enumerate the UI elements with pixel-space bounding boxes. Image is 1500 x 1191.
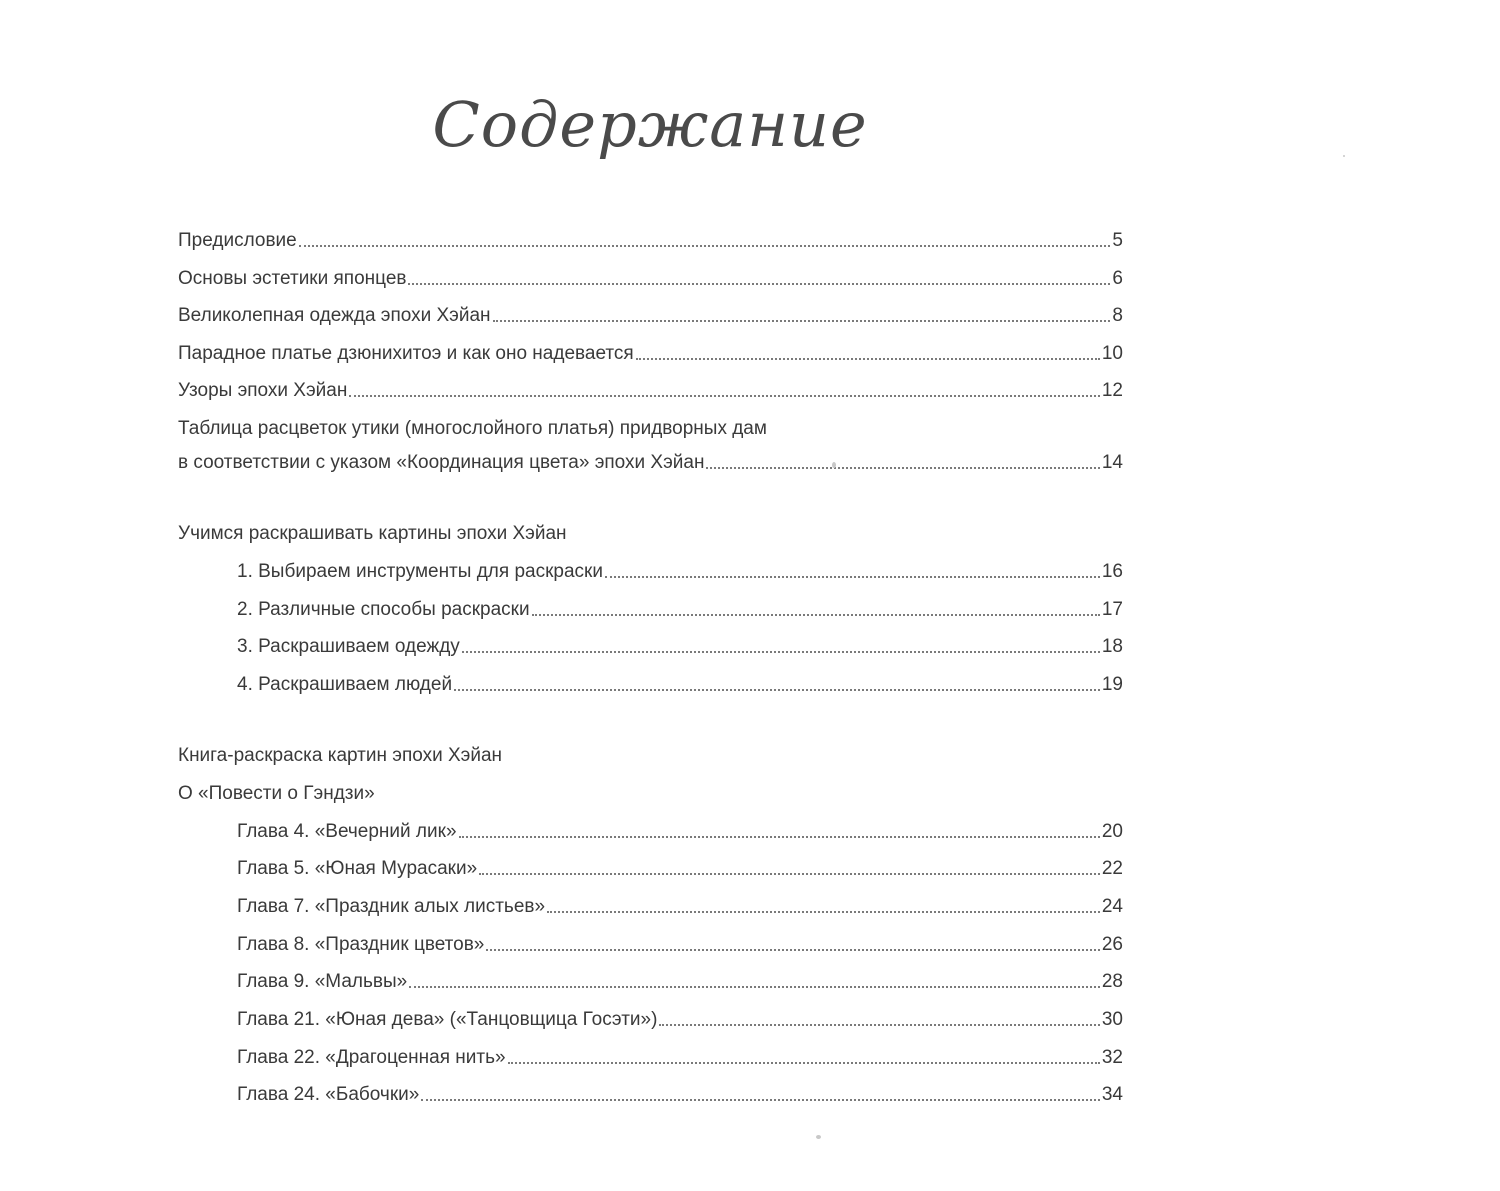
toc-entry-chapter-22[interactable]: [237, 1039, 1123, 1069]
section-heading-painting: Учимся раскрашивать картины эпохи Хэйан: [178, 523, 567, 544]
section-heading-coloring-book: Книга-раскраска картин эпохи Хэйан: [178, 745, 503, 766]
toc-entry-label: Основы эстетики японцев: [178, 268, 407, 289]
toc-entry-paint-people[interactable]: [237, 666, 1123, 696]
dot-leader: [605, 576, 1100, 578]
toc-entry-label: Глава 9. «Мальвы»: [237, 971, 408, 992]
dot-leader: [508, 1062, 1100, 1064]
dot-leader: [421, 1099, 1100, 1101]
toc-entry-page: 19: [1101, 674, 1123, 695]
toc-entry-chapter-9[interactable]: [237, 963, 1123, 993]
toc-entry-aesthetics[interactable]: [178, 260, 1123, 290]
dot-leader: [706, 467, 1099, 469]
toc-entry-label: 4. Раскрашиваем людей: [237, 674, 453, 695]
toc-entry-page: 10: [1101, 343, 1123, 364]
toc-entry-label: 1. Выбираем инструменты для раскраски: [237, 561, 603, 582]
dot-leader: [636, 358, 1100, 360]
dot-leader: [454, 689, 1100, 691]
toc-entry-label: 2. Различные способы раскраски: [237, 599, 530, 620]
toc-entry-page: 6: [1112, 268, 1123, 289]
toc-entry-label: Глава 7. «Праздник алых листьев»: [237, 896, 546, 917]
dot-leader: [349, 395, 1100, 397]
toc-entry-page: 14: [1101, 452, 1123, 473]
toc-entry-tools[interactable]: [237, 553, 1123, 583]
toc-entry-label: Глава 4. «Вечерний лик»: [237, 821, 457, 842]
toc-entry-clothing[interactable]: [178, 297, 1123, 327]
toc-entry-label: Глава 21. «Юная дева» («Танцовщица Госэти»): [237, 1009, 658, 1030]
toc-entry-chapter-24[interactable]: [237, 1076, 1123, 1106]
toc-entry-chapter-8[interactable]: [237, 926, 1123, 956]
toc-entry-page: 20: [1101, 821, 1123, 842]
toc-entry-page: 18: [1101, 636, 1123, 657]
toc-entry-chapter-5[interactable]: [237, 850, 1123, 880]
dot-leader: [299, 245, 1111, 247]
toc-entry-page: 24: [1101, 896, 1123, 917]
toc-entry-color-table[interactable]: [178, 444, 1123, 474]
dot-leader: [659, 1024, 1099, 1026]
toc-entry-label: Узоры эпохи Хэйан: [178, 380, 348, 401]
dot-leader: [408, 283, 1110, 285]
toc-entry-chapter-21[interactable]: [237, 1001, 1123, 1031]
dot-leader: [459, 836, 1100, 838]
dot-leader: [493, 320, 1111, 322]
scan-speck: [1343, 155, 1345, 157]
toc-entry-label: Глава 22. «Драгоценная нить»: [237, 1047, 506, 1068]
toc-entry-label: Предисловие: [178, 230, 297, 251]
toc-entry-page: 30: [1101, 1009, 1123, 1030]
section-subheading-genji: О «Повести о Гэндзи»: [178, 783, 375, 804]
toc-entry-chapter-7[interactable]: [237, 888, 1123, 918]
toc-entry-preface[interactable]: [178, 222, 1123, 252]
toc-entry-page: 16: [1101, 561, 1123, 582]
toc-entry-label: Глава 5. «Юная Мурасаки»: [237, 858, 478, 879]
toc-entry-page: 12: [1101, 380, 1123, 401]
dot-leader: [409, 986, 1100, 988]
toc-entry-label: в соответствии с указом «Координация цвета» эпохи Хэйан: [178, 452, 705, 473]
dot-leader: [532, 614, 1100, 616]
dot-leader: [486, 949, 1099, 951]
toc-entry-page: 26: [1101, 934, 1123, 955]
toc-entry-page: 28: [1101, 971, 1123, 992]
dot-leader: [547, 911, 1100, 913]
dot-leader: [462, 651, 1100, 653]
toc-entry-page: 8: [1112, 305, 1123, 326]
toc-entry-label: 3. Раскрашиваем одежду: [237, 636, 460, 657]
toc-entry-methods[interactable]: [237, 591, 1123, 621]
toc-entry-page: 32: [1101, 1047, 1123, 1068]
toc-entry-page: 17: [1101, 599, 1123, 620]
toc-entry-label: Парадное платье дзюнихитоэ и как оно надевается: [178, 343, 634, 364]
dot-leader: [479, 873, 1100, 875]
toc-entry-label: Великолепная одежда эпохи Хэйан: [178, 305, 491, 326]
toc-entry-paint-clothes[interactable]: [237, 628, 1123, 658]
toc-entry-junihitoe[interactable]: [178, 335, 1123, 365]
toc-entry-page: 34: [1101, 1084, 1123, 1105]
toc-entry-page: 5: [1112, 230, 1123, 251]
scan-speck: [832, 462, 836, 468]
page-title: Содержание: [432, 88, 868, 161]
toc-entry-label: Глава 8. «Праздник цветов»: [237, 934, 485, 955]
toc-entry-chapter-4[interactable]: [237, 813, 1123, 843]
toc-entry-label: Глава 24. «Бабочки»: [237, 1084, 420, 1105]
toc-entry-page: 22: [1101, 858, 1123, 879]
toc-entry-color-table-line1: Таблица расцветок утики (многослойного платья) придворных дам: [178, 418, 767, 439]
scan-speck: [816, 1135, 821, 1139]
toc-entry-patterns[interactable]: [178, 372, 1123, 402]
